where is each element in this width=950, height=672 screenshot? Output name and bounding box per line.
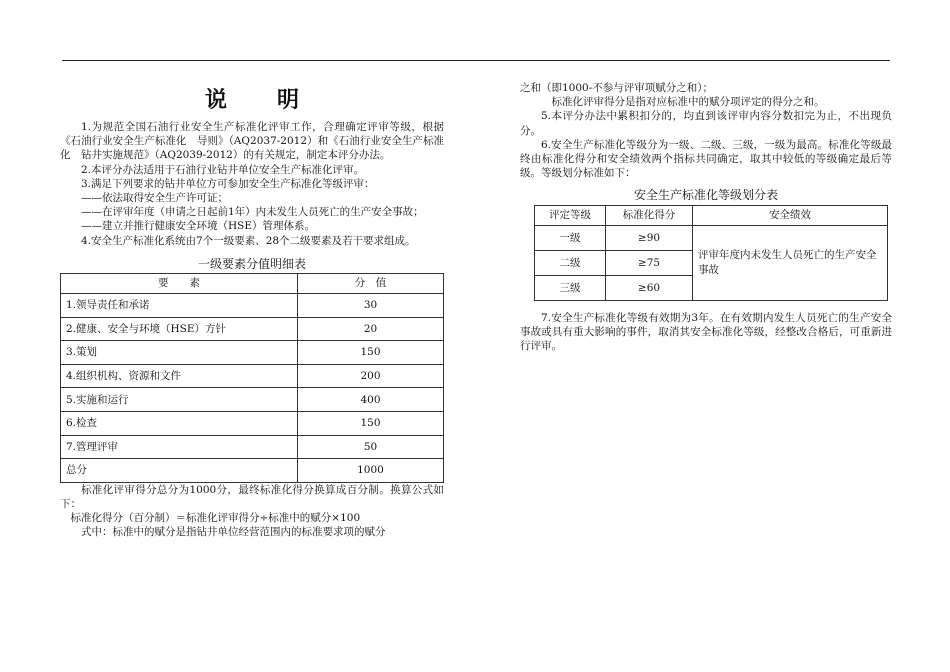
left-column [60,80,444,540]
element-score-table [60,273,444,483]
element-name: 1.领导责任和承诺 [61,294,298,318]
element-name: 4.组织机构、资源和文件 [61,364,298,388]
element-name: 2.健康、安全与环境（HSE）方针 [61,317,298,341]
top-rule [62,60,890,61]
column-header-safety: 安全绩效 [693,205,888,225]
column-header-element: 要 素 [61,274,298,294]
paragraph-3: 3.满足下列要求的钻井单位方可参加安全生产标准化等级评审： [81,177,375,190]
element-score: 50 [298,435,444,459]
element-score: 400 [298,388,444,412]
paragraph-1: 1.为规范全国石油行业安全生产标准化评审工作，合理确定评审等级，根据《石油行业安全生产标准化 导则》（AQ2037-2012）和《石油行业安全生产标准化 钻井实施规范》（AQ2039-2012）的有关规定，制定本评分办法。 [60,121,444,162]
table-header-row [61,274,444,294]
table-total-row [61,459,444,483]
total-label: 总分 [61,459,298,483]
requirement-1: ——依法取得安全生产许可证； [81,192,228,205]
element-score: 30 [298,294,444,318]
element-name: 7.管理评审 [61,435,298,459]
table-row [61,317,444,341]
paragraph-7: 7.安全生产标准化等级有效期为3年。在有效期内发生人员死亡的生产安全事故或具有重大影响的事件，取消其安全标准化等级，经整改合格后，可重新进行评审。 [520,311,892,353]
table-header-row [535,205,888,225]
table-row [61,294,444,318]
element-name: 3.策划 [61,341,298,365]
element-name: 5.实施和运行 [61,388,298,412]
table-row [61,435,444,459]
table-row [61,388,444,412]
total-score: 1000 [298,459,444,483]
table-row [61,341,444,365]
table-row [61,364,444,388]
grade-table-caption: 安全生产标准化等级划分表 [633,188,778,203]
column-header-score: 分 值 [298,274,444,294]
element-name: 6.检查 [61,412,298,436]
table-row [535,225,888,250]
requirement-3: ——建立并推行健康安全环境（HSE）管理体系。 [81,220,316,233]
grade-level: 三级 [535,275,606,300]
element-score: 150 [298,412,444,436]
paragraph-5: 5.本评分办法中累积扣分的，均直到该评审内容分数扣完为止，不出现负分。 [520,110,892,137]
formula-explanation: 式中：标准中的赋分是指钻井单位经营范围内的标准要求项的赋分 [81,526,386,539]
grade-level: 一级 [535,225,606,250]
paragraph-4: 4.安全生产标准化系统由7个一级要素、28个二级要素及若干要求组成。 [81,234,416,247]
grade-level: 二级 [535,250,606,275]
conversion-formula: 标准化得分（百分制）＝标准化评审得分÷标准中的赋分×100 [70,512,361,525]
element-score: 150 [298,341,444,365]
element-score: 20 [298,317,444,341]
grade-score: ≥75 [606,250,693,275]
continued-text: 之和（即1000-不参与评审项赋分之和）； [520,82,714,94]
paragraph-6: 6.安全生产标准化等级分为一级、二级、三级，一级为最高。标准化等级最终由标准化得分和安全绩效两个指标共同确定，取其中较低的等级确定最后等级。等级划分标准如下： [520,138,892,180]
grade-table [534,205,888,301]
right-column [520,81,892,353]
score-definition: 标准化评审得分是指对应标准中的赋分项评定的得分之和。 [551,96,825,109]
column-header-score: 标准化得分 [606,205,693,225]
safety-performance: 评审年度内未发生人员死亡的生产安全事故 [693,225,888,300]
paragraph-2: 2.本评分办法适用于石油行业钻井单位安全生产标准化评审。 [81,163,365,176]
requirement-2: ——在评审年度（申请之日起前1年）内未发生人员死亡的生产安全事故； [81,206,424,219]
element-score: 200 [298,364,444,388]
table-row [61,412,444,436]
grade-score: ≥60 [606,275,693,300]
column-header-grade: 评定等级 [535,205,606,225]
page-title: 说 明 [204,87,313,113]
conversion-note: 标准化评审得分总分为1000分，最终标准化得分换算成百分制。换算公式如下： [60,483,444,510]
element-score-table-caption: 一级要素分值明细表 [197,256,306,271]
grade-score: ≥90 [606,225,693,250]
